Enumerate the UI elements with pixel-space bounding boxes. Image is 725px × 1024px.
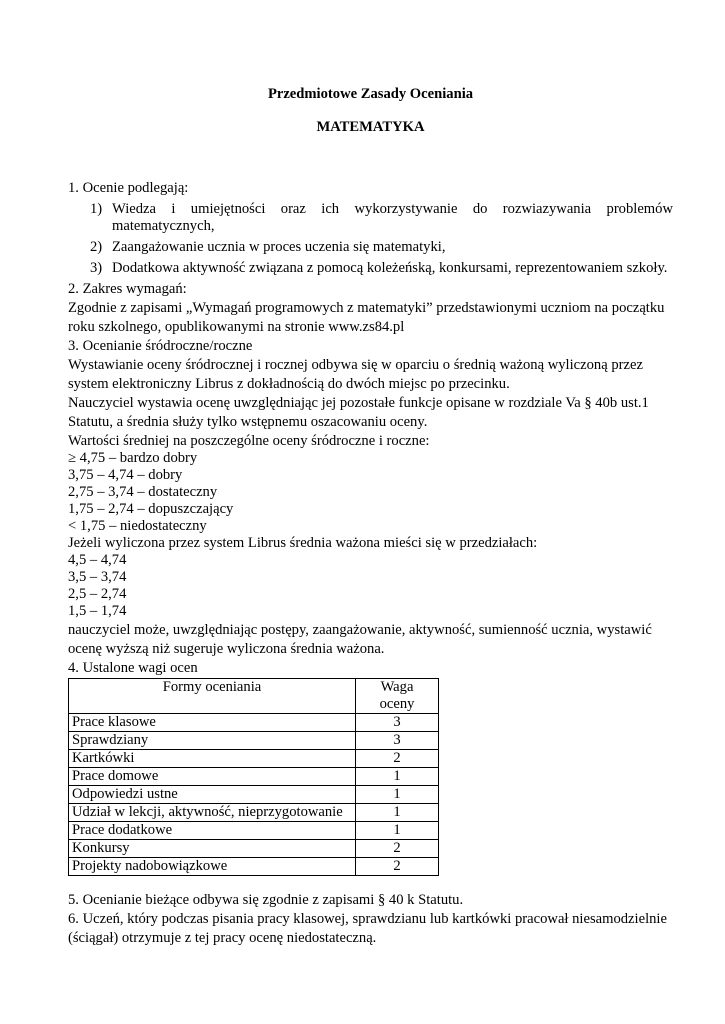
table-cell-form: Kartkówki	[69, 750, 356, 768]
column-header-weight-line: oceny	[379, 696, 415, 712]
table-cell-weight: 1	[356, 804, 439, 822]
table-row	[69, 858, 439, 876]
section-2-heading: 2. Zakres wymagań:	[68, 281, 187, 297]
list-item-text: Zaangażowanie ucznia w proces uczenia się matematyki,	[112, 239, 446, 255]
list-item-number: 2)	[90, 239, 103, 255]
table-cell-weight: 3	[356, 732, 439, 750]
document-title: Przedmiotowe Zasady Oceniania	[267, 86, 474, 102]
table-cell-weight: 2	[356, 858, 439, 876]
table-row	[69, 750, 439, 768]
grade-threshold: < 1,75 – niedostateczny	[68, 518, 207, 534]
list-item-text: matematycznych,	[112, 218, 215, 234]
table-cell-form: Odpowiedzi ustne	[69, 786, 356, 804]
grade-threshold: 2,75 – 3,74 – dostateczny	[68, 484, 218, 500]
list-item-number: 3)	[90, 260, 103, 276]
table-row	[69, 822, 439, 840]
table-cell-form: Prace dodatkowe	[69, 822, 356, 840]
weights-table	[68, 678, 439, 876]
grade-range: 1,5 – 1,74	[68, 603, 127, 619]
section-1-heading: 1. Ocenie podlegają:	[68, 180, 189, 196]
table-row	[69, 840, 439, 858]
column-header-weight-line: Waga	[380, 679, 414, 695]
list-item-number: 1)	[90, 201, 103, 217]
grade-threshold: 3,75 – 4,74 – dobry	[68, 467, 183, 483]
grade-threshold: 1,75 – 2,74 – dopuszczający	[68, 501, 234, 517]
section-2-text: roku szkolnego, opublikowanymi na stronie www.zs84.pl	[68, 319, 405, 335]
section-6-text: 6. Uczeń, który podczas pisania pracy klasowej, sprawdzianu lub kartkówki pracował niesamodzielnie	[68, 911, 667, 927]
section-3-heading: 3. Ocenianie śródroczne/roczne	[68, 338, 253, 354]
table-cell-form: Prace domowe	[69, 768, 356, 786]
grade-range: 3,5 – 3,74	[68, 569, 127, 585]
table-row	[69, 786, 439, 804]
section-3-text: ocenę wyższą niż sugeruje wyliczona średnia ważona.	[68, 641, 385, 657]
grade-threshold: ≥ 4,75 – bardzo dobry	[68, 450, 198, 466]
section-3-text: Statutu, a średnia służy tylko wstępnemu oszacowaniu oceny.	[68, 414, 428, 430]
list-item	[90, 239, 673, 256]
list-item-text: Wiedza i umiejętności oraz ich wykorzystywanie do rozwiazywania problemów	[112, 201, 673, 217]
table-cell-form: Projekty nadobowiązkowe	[69, 858, 356, 876]
table-row	[69, 732, 439, 750]
column-header-forms: Formy oceniania	[69, 679, 356, 714]
table-cell-weight: 3	[356, 714, 439, 732]
section-3-text: Wystawianie oceny śródrocznej i rocznej odbywa się w oparciu o średnią ważoną wyliczoną przez	[68, 357, 643, 373]
list-item	[90, 260, 673, 277]
section-4-heading: 4. Ustalone wagi ocen	[68, 660, 198, 676]
table-cell-form: Udział w lekcji, aktywność, nieprzygotowanie	[69, 804, 356, 822]
document-body	[68, 180, 673, 947]
table-cell-weight: 2	[356, 840, 439, 858]
grade-range: 2,5 – 2,74	[68, 586, 127, 602]
table-cell-form: Konkursy	[69, 840, 356, 858]
section-2-text: Zgodnie z zapisami „Wymagań programowych z matematyki” przedstawionymi uczniom na początku	[68, 300, 665, 316]
table-cell-weight: 2	[356, 750, 439, 768]
table-cell-form: Prace klasowe	[69, 714, 356, 732]
section-3-text: Nauczyciel wystawia ocenę uwzględniając jej pozostałe funkcje opisane w rozdziale Va § 40b ust.1	[68, 395, 649, 411]
table-row	[69, 714, 439, 732]
table-cell-weight: 1	[356, 768, 439, 786]
section-6-text: (ściągał) otrzymuje z tej pracy ocenę niedostateczną.	[68, 930, 377, 946]
subject-title: MATEMATYKA	[316, 119, 425, 135]
section-3-text: Jeżeli wyliczona przez system Librus średnia ważona mieści się w przedziałach:	[68, 535, 538, 551]
list-item-text: Dodatkowa aktywność związana z pomocą koleżeńską, konkursami, reprezentowaniem szkoły.	[112, 260, 668, 276]
table-cell-weight: 1	[356, 822, 439, 840]
grade-range: 4,5 – 4,74	[68, 552, 127, 568]
section-3-text: system elektroniczny Librus z dokładnością do dwóch miejsc po przecinku.	[68, 376, 510, 392]
section-1-list	[68, 201, 673, 277]
table-cell-form: Sprawdziany	[69, 732, 356, 750]
table-row	[69, 768, 439, 786]
column-header-weight	[356, 679, 439, 714]
section-3-text: Wartości średniej na poszczególne oceny śródroczne i roczne:	[68, 433, 430, 449]
table-row	[69, 804, 439, 822]
section-3-text: nauczyciel może, uwzględniając postępy, zaangażowanie, aktywność, sumienność ucznia, wystawić	[68, 622, 652, 638]
section-5-text: 5. Ocenianie bieżące odbywa się zgodnie z zapisami § 40 k Statutu.	[68, 892, 464, 908]
table-cell-weight: 1	[356, 786, 439, 804]
list-item	[90, 201, 673, 235]
table-header-row	[69, 679, 439, 714]
